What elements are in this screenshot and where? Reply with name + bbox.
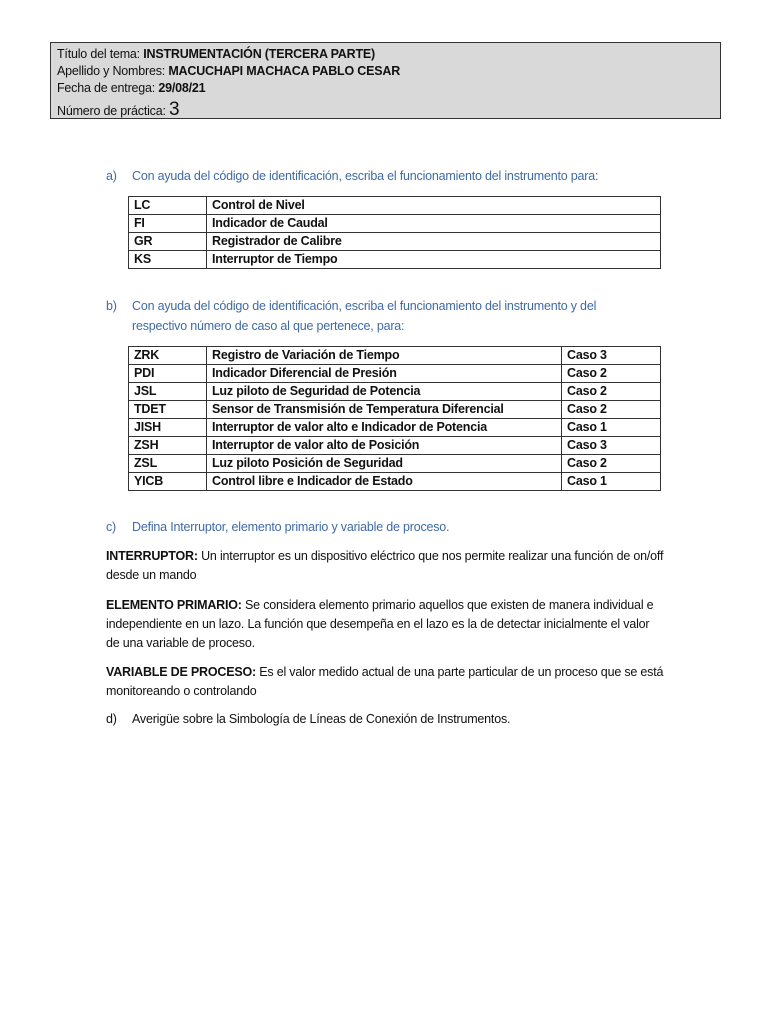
case-cell: Caso 1 <box>562 419 661 437</box>
definition-term: ELEMENTO PRIMARIO: <box>106 598 242 612</box>
case-cell: Caso 3 <box>562 437 661 455</box>
table-a <box>128 196 661 269</box>
due-date: 29/08/21 <box>158 81 206 95</box>
practice-number: 3 <box>169 99 180 120</box>
definition-interruptor <box>106 547 666 585</box>
case-cell: Caso 1 <box>562 473 661 491</box>
description-cell: Interruptor de valor alto de Posición <box>207 437 562 455</box>
table-row <box>129 383 661 401</box>
question-b-text-2: respectivo número de caso al que pertenece, para: <box>132 319 405 333</box>
definition-text: Un interruptor es un dispositivo eléctrico que nos permite realizar una función de on/off desde un mando <box>106 549 664 582</box>
description-cell: Luz piloto de Seguridad de Potencia <box>207 383 562 401</box>
question-letter: a) <box>106 169 117 183</box>
case-cell: Caso 2 <box>562 455 661 473</box>
header-box <box>50 42 721 119</box>
table-row <box>129 401 661 419</box>
question-c-text: Defina Interruptor, elemento primario y variable de proceso. <box>132 520 450 534</box>
code-cell: ZRK <box>129 347 207 365</box>
code-cell: KS <box>129 251 207 269</box>
question-c <box>106 517 449 537</box>
question-a-text: Con ayuda del código de identificación, escriba el funcionamiento del instrumento para: <box>132 169 599 183</box>
definition-text: Es el valor medido actual de una parte particular de un proceso que se está monitoreando o controlando <box>106 665 664 698</box>
definition-text: Se considera elemento primario aquellos que existen de manera individual e independiente en un lazo. La función que desempeña en el lazo es la de detectar inicialmente el valor de una variable de proceso. <box>106 598 654 650</box>
case-cell: Caso 2 <box>562 401 661 419</box>
description-cell: Luz piloto Posición de Seguridad <box>207 455 562 473</box>
table-row <box>129 365 661 383</box>
code-cell: ZSL <box>129 455 207 473</box>
code-cell: JSL <box>129 383 207 401</box>
table-row <box>129 473 661 491</box>
description-cell: Indicador Diferencial de Presión <box>207 365 562 383</box>
question-letter: b) <box>106 299 117 313</box>
question-d <box>106 709 510 729</box>
description-cell: Interruptor de valor alto e Indicador de Potencia <box>207 419 562 437</box>
question-letter: d) <box>106 712 117 726</box>
case-cell: Caso 2 <box>562 365 661 383</box>
table-row <box>129 197 661 215</box>
definition-variable-proceso <box>106 663 666 701</box>
code-cell: FI <box>129 215 207 233</box>
table-row <box>129 215 661 233</box>
table-row <box>129 251 661 269</box>
question-b <box>106 296 596 336</box>
definition-term: INTERRUPTOR: <box>106 549 198 563</box>
table-row <box>129 437 661 455</box>
code-cell: YICB <box>129 473 207 491</box>
code-cell: TDET <box>129 401 207 419</box>
date-label: Fecha de entrega: <box>57 81 156 95</box>
definition-term: VARIABLE DE PROCESO: <box>106 665 256 679</box>
practice-label: Número de práctica: <box>57 104 166 118</box>
description-cell: Registrador de Calibre <box>207 233 661 251</box>
code-cell: ZSH <box>129 437 207 455</box>
question-a <box>106 166 598 186</box>
description-cell: Control de Nivel <box>207 197 661 215</box>
student-name: MACUCHAPI MACHACA PABLO CESAR <box>168 64 401 78</box>
code-cell: JISH <box>129 419 207 437</box>
table-row <box>129 455 661 473</box>
description-cell: Sensor de Transmisión de Temperatura Diferencial <box>207 401 562 419</box>
topic: INSTRUMENTACIÓN (TERCERA PARTE) <box>143 47 375 61</box>
question-d-text: Averigüe sobre la Simbología de Líneas de Conexión de Instrumentos. <box>132 712 511 726</box>
description-cell: Registro de Variación de Tiempo <box>207 347 562 365</box>
question-b-text-1: Con ayuda del código de identificación, escriba el funcionamiento del instrumento y del <box>132 299 597 313</box>
question-letter: c) <box>106 520 117 534</box>
table-b <box>128 346 661 491</box>
case-cell: Caso 3 <box>562 347 661 365</box>
name-label: Apellido y Nombres: <box>57 64 166 78</box>
table-row <box>129 233 661 251</box>
definition-elemento-primario <box>106 596 666 653</box>
description-cell: Indicador de Caudal <box>207 215 661 233</box>
topic-label: Título del tema: <box>57 47 140 61</box>
case-cell: Caso 2 <box>562 383 661 401</box>
table-row <box>129 419 661 437</box>
code-cell: PDI <box>129 365 207 383</box>
description-cell: Control libre e Indicador de Estado <box>207 473 562 491</box>
description-cell: Interruptor de Tiempo <box>207 251 661 269</box>
code-cell: LC <box>129 197 207 215</box>
table-row <box>129 347 661 365</box>
code-cell: GR <box>129 233 207 251</box>
